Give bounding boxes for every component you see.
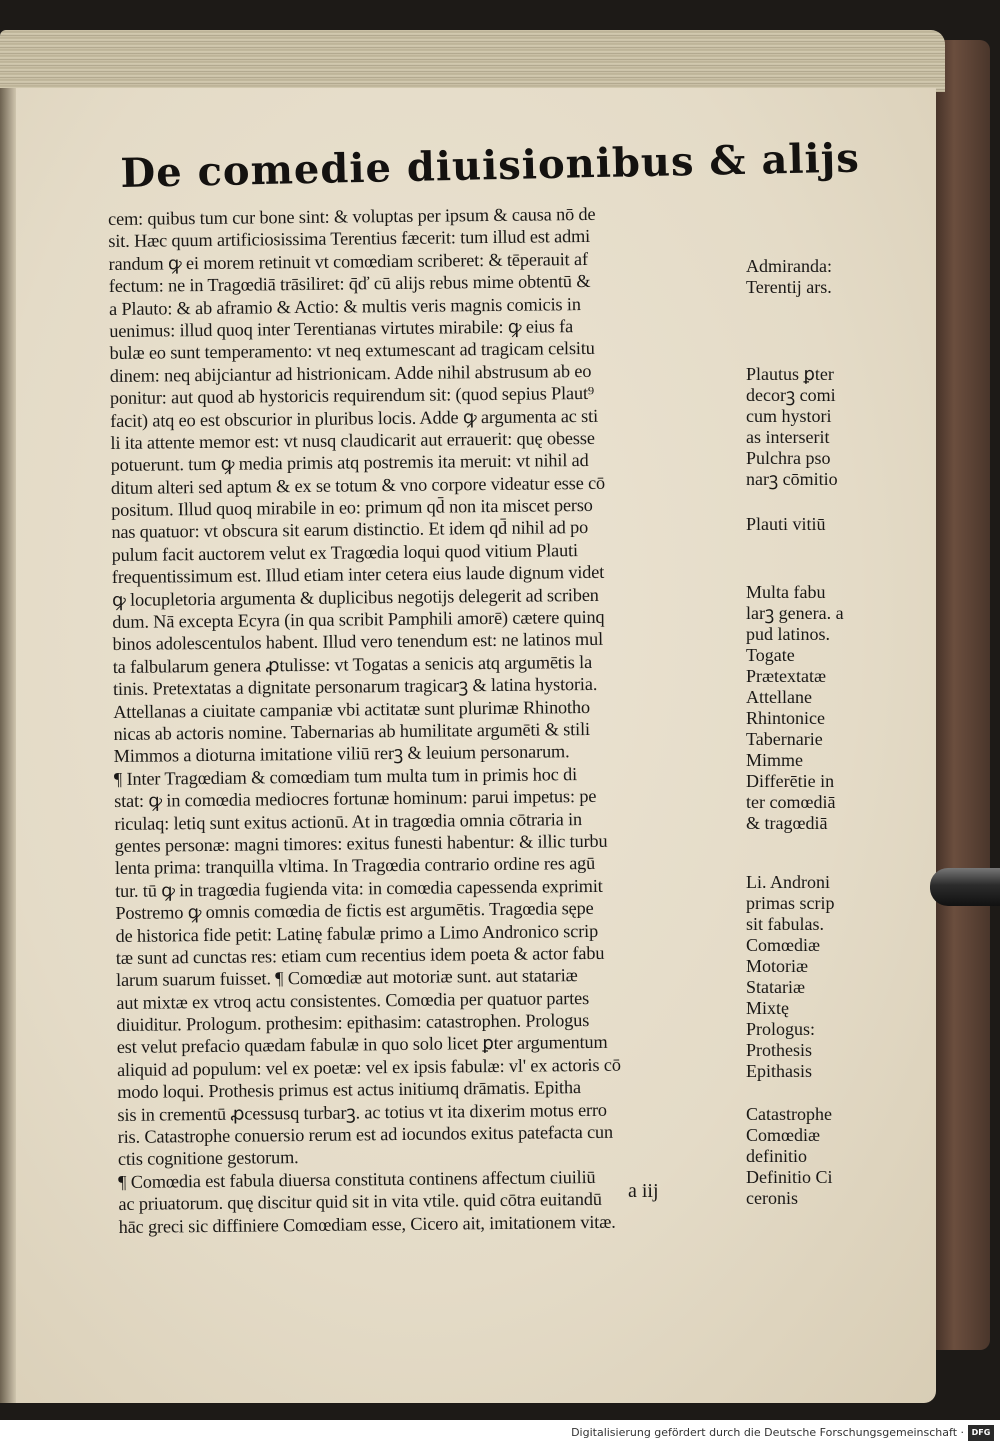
text-line: dum. Nā excepta Ecyra (in qua scribit Pamphili amorē) cætere quinq (112, 606, 605, 633)
margin-note-line: larꝫ genera. a (746, 603, 844, 623)
margin-note-line: Catastrophe (746, 1104, 832, 1124)
text-line: ꝙ locupletoria argumenta & duplicibus negotijs delegerit ad scriben (111, 584, 599, 610)
text-line: ditum alteri sed aptum & ex se totum & vno corpore videatur esse cō (110, 472, 606, 498)
text-line: ctis cognitione gestorum. (117, 1147, 299, 1170)
dfg-logo-icon: DFG (968, 1425, 994, 1441)
clasp-icon (930, 868, 1000, 906)
margin-note-line: Definitio Ci (746, 1167, 833, 1187)
text-line: ta falbularum genera ꝓtulisse: vt Togatas a senicis atq argumētis la (112, 651, 593, 677)
margin-note-line: Rhintonice (746, 708, 825, 728)
funding-credit: Digitalisierung gefördert durch die Deutsche Forschungsgemeinschaft · (571, 1426, 964, 1439)
margin-note-line: primas scrip (746, 893, 835, 913)
margin-note-line: Comœdiæ (746, 935, 821, 955)
margin-note (746, 514, 896, 535)
text-line: ac priuatorum. quę discitur quid sit in vita vtile. quid cōtra euitandū (118, 1189, 602, 1215)
margin-note (746, 872, 896, 1082)
margin-note-line: Epithasis (746, 1061, 812, 1081)
margin-note-line: Plauti vitiū (746, 514, 826, 534)
margin-note-line: Admiranda: (746, 256, 832, 276)
margin-note-line: as interserit (746, 427, 830, 447)
text-line: aut mixtæ ex vtroq actu consistentes. Comœdia per quatuor partes (116, 987, 590, 1013)
text-line: li ita attente memor est: vt nusq claudicarit aut errauerit: quę obesse (110, 427, 595, 453)
text-line: Mimmos a dioturna imitatione viliū rerꝫ & leuium personarum. (113, 741, 570, 767)
margin-note-line: Mimme (746, 750, 803, 770)
margin-note-line: ter comœdiā (746, 792, 836, 812)
text-line: aliquid ad populum: vel ex poetæ: vel ex ipsis fabulæ: vl' ex actoris cō (116, 1054, 621, 1080)
text-line: nas quatuor: vt obscura sit earum distinctio. Et idem qd̄ nihil ad po (111, 517, 589, 543)
footer-bar (0, 1420, 1000, 1447)
margin-note (746, 364, 896, 490)
text-line: nicas ab actoris nomine. Tabernarias ab humilitate argumēti & stili (113, 718, 590, 744)
text-line: Postremo ꝙ omnis comœdia de fictis est argumētis. Tragœdia sępe (115, 898, 594, 924)
text-line: uenimus: illud quoq inter Terentianas virtutes mirabile: ꝙ eius fa (109, 316, 574, 341)
text-line: sit. Hæc quum artificiosissima Terentius fæcerit: tum illud est admi (108, 226, 591, 252)
margin-note-line: ceronis (746, 1188, 798, 1208)
margin-note-line: & tragœdiā (746, 813, 828, 833)
text-line: pulum facit auctorem velut ex Tragœdia loqui quod vitium Plauti (111, 539, 579, 565)
margin-note-line: Prothesis (746, 1040, 813, 1060)
margin-note (746, 1104, 896, 1209)
page-gutter (0, 88, 16, 1403)
margin-note-line: Comœdiæ (746, 1125, 821, 1145)
text-line: lenta prima: tranquilla vltima. In Tragœdia contrario ordine res agū (114, 853, 596, 879)
margin-note-line: definitio (746, 1146, 807, 1166)
text-line: positum. Illud quoq mirabile in eo: primum qd̄ non ita miscet perso (111, 495, 593, 521)
margin-note-line: Plautus ꝑter (746, 364, 834, 384)
text-line: frequentissimum est. Illud etiam inter cetera eius laude dignum videt (111, 562, 605, 588)
text-line: modo loqui. Prothesis primus est actus initiumq drāmatis. Epitha (117, 1077, 581, 1103)
text-line: gentes personæ: magni timores: exitus funesti habentur: & illic turbu (114, 830, 608, 856)
text-line: stat: ꝙ in comœdia mediocres fortunæ hominum: parui impetus: pe (114, 786, 597, 812)
text-line: randum ꝙ ei morem retinuit vt comœdiam scriberet: & tēperauit af (108, 248, 588, 274)
margin-note-line: Togate (746, 645, 795, 665)
text-line: bulæ eo sunt temperamento: vt neq extumescant ad tragicam celsitu (109, 338, 595, 364)
text-line: diuiditur. Prologum. prothesim: epithasim: catastrophen. Prologus (116, 1010, 590, 1036)
margin-note-line: Prologus: (746, 1019, 816, 1039)
margin-note-line: Tabernarie (746, 729, 823, 749)
text-line: hāc greci sic diffiniere Comœdiam esse, Cicero ait, imitationem vitæ. (118, 1211, 616, 1237)
text-line: a Plauto: & ab aframio & Actio: & multis veris magnis comicis in (108, 293, 581, 319)
text-line: ris. Catastrophe conuersio rerum est ad iocundos exitus patefacta cun (117, 1121, 614, 1147)
text-line: Attellanas a ciuitate campaniæ vbi actitatæ sunt plurimæ Rhinotho (113, 696, 590, 722)
body-text (108, 201, 759, 1238)
margin-note-line: Terentij ars. (746, 277, 832, 297)
margin-note-line: Motoriæ (746, 956, 809, 976)
margin-note-line: cum hystori (746, 406, 832, 426)
page-heading: De comedie diuisionibus & alijs (120, 134, 861, 197)
margin-note-line: Multa fabu (746, 582, 826, 602)
text-line: facit) atq eo est obscurior in pluribus locis. Adde ꝙ argumenta ac sti (110, 405, 599, 431)
text-line: tæ sunt ad cunctas res: etiam cum recentius idem poeta & actor fabu (115, 942, 605, 968)
text-line: binos adolescentulos habent. Illud vero tenendum est: ne latinos mul (112, 629, 604, 655)
text-line: ¶ Comœdia est fabula diuersa constituta continens affectum ciuiliū (118, 1166, 596, 1192)
margin-note-line: pud latinos. (746, 624, 830, 644)
text-line: de historica fide petit: Latinę fabulæ primo a Limo Andronico scrip (115, 920, 599, 946)
text-line: tinis. Pretextatas a dignitate personarum tragicarꝫ & latina hystoria. (112, 674, 598, 700)
margin-note-line: Prætextatæ (746, 666, 826, 686)
margin-note-line: Li. Androni (746, 872, 830, 892)
text-line: tur. tū ꝙ in tragœdia fugienda vita: in comœdia capessenda exprimit (115, 875, 603, 901)
margin-note-line: sit fabulas. (746, 914, 824, 934)
margin-note (746, 256, 896, 298)
text-line: potuerunt. tum ꝙ media primis atq postremis ita meruit: vt nihil ad (110, 450, 589, 476)
page-edges (0, 30, 945, 92)
text-line: riculaq: letiq sunt exitus actionū. At in tragœdia omnia cōtraria in (114, 808, 583, 834)
text-line: est velut prefacio quædam fabulæ in quo solo licet ꝑter argumentum (116, 1032, 608, 1058)
text-line: sis in crementū ꝓcessusq turbarꝫ. ac totius vt ita dixerim motus erro (117, 1099, 607, 1125)
margin-note-line: Mixtę (746, 998, 789, 1018)
text-line: fectum: ne in Tragœdiā trāsiliret: q̄ď cū alijs rebus mime obtentū & (108, 271, 591, 297)
margin-note-line: decorꝫ comi (746, 385, 836, 405)
margin-note (746, 582, 896, 834)
book-cover-board (930, 40, 990, 1350)
margin-note-line: Attellane (746, 687, 812, 707)
text-line: ¶ Inter Tragœdiam & comœdiam tum multa tum in primis hoc di (113, 763, 578, 789)
margin-note-line: narꝫ cōmitio (746, 469, 838, 489)
text-line: larum suarum fuisset. ¶ Comœdiæ aut motoriæ sunt. aut statariæ (115, 965, 578, 991)
margin-note-line: Statariæ (746, 977, 805, 997)
margin-note-line: Differētie in (746, 771, 835, 791)
text-line: ponitur: aut quod ab hystoricis requirendum sit: (quod sepius Plaut⁹ (109, 383, 595, 409)
signature-mark: a iij (628, 1180, 659, 1202)
text-line: cem: quibus tum cur bone sint: & voluptas per ipsum & causa nō de (108, 203, 596, 229)
margin-note-line: Pulchra pso (746, 448, 831, 468)
text-line: dinem: neq abijciantur ad histrionicam. Adde nihil abstrusum ab eo (109, 360, 592, 386)
